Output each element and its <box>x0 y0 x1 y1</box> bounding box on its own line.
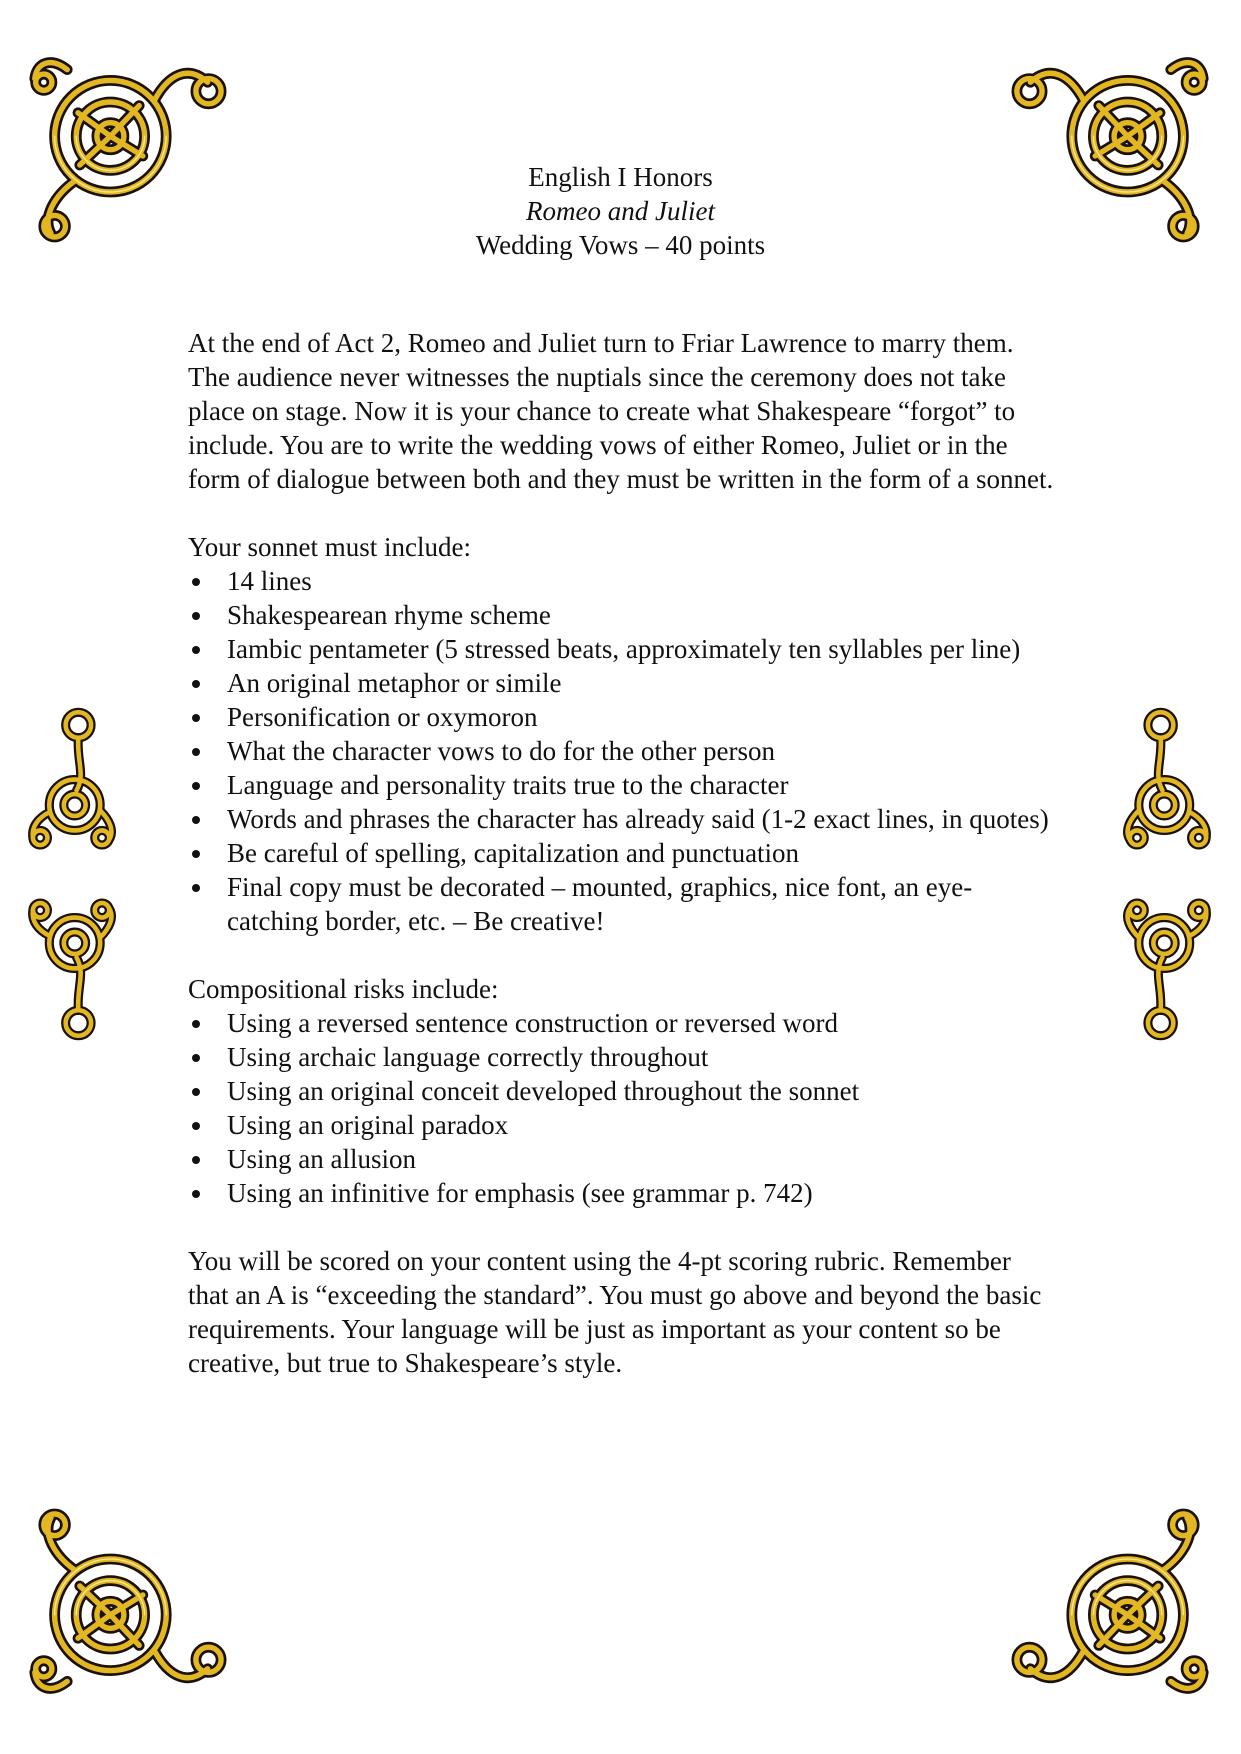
list-item: Personification or oxymoron <box>188 700 1058 734</box>
requirements-heading: Your sonnet must include: <box>188 532 472 562</box>
intro-paragraph: At the end of Act 2, Romeo and Juliet turn to Friar Lawrence to marry them. The audience never witnesses the nuptials since the ceremony does not take place on stage. Now it is your chance to create what Shakespeare “forgot” to include. You are to write the wedding vows of either Romeo, Juliet or in the form of dialogue between both and they must be written in the form of a sonnet. <box>188 328 1054 494</box>
list-item: What the character vows to do for the other person <box>188 734 1058 768</box>
closing-paragraph: You will be scored on your content using the 4-pt scoring rubric. Remember that an A is “exceeding the standard”. You must go above and beyond the basic requirements. Your language will be just as important as your content so be creative, but true to Shakespeare’s style. <box>188 1246 1042 1378</box>
list-item: Shakespearean rhyme scheme <box>188 598 1058 632</box>
list-item: Using an original conceit developed throughout the sonnet <box>188 1074 1058 1108</box>
document-body <box>188 326 1058 1380</box>
side-ornament-left-lower-icon <box>22 890 122 1056</box>
corner-ornament-bottom-left-icon <box>24 1505 240 1721</box>
side-ornament-right-upper-icon <box>1117 692 1217 858</box>
document-header <box>0 160 1241 262</box>
list-item: Language and personality traits true to the character <box>188 768 1058 802</box>
side-ornament-left-upper-icon <box>22 692 122 858</box>
list-item: Using archaic language correctly throughout <box>188 1040 1058 1074</box>
corner-ornament-bottom-right-icon <box>998 1505 1214 1721</box>
list-item: Final copy must be decorated – mounted, graphics, nice font, an eye-catching border, etc. – Be creative! <box>188 870 1058 938</box>
play-title: Romeo and Juliet <box>526 196 715 226</box>
list-item: Words and phrases the character has already said (1-2 exact lines, in quotes) <box>188 802 1058 836</box>
assignment-title: Wedding Vows – 40 points <box>475 230 766 260</box>
list-item: Using an infinitive for emphasis (see grammar p. 742) <box>188 1176 1058 1210</box>
list-item: Iambic pentameter (5 stressed beats, approximately ten syllables per line) <box>188 632 1058 666</box>
list-item: Using a reversed sentence construction or reversed word <box>188 1006 1058 1040</box>
list-item: 14 lines <box>188 564 1058 598</box>
list-item: Using an original paradox <box>188 1108 1058 1142</box>
list-item: Using an allusion <box>188 1142 1058 1176</box>
course-title: English I Honors <box>528 162 713 192</box>
requirements-list <box>188 564 1058 938</box>
risks-list <box>188 1006 1058 1210</box>
list-item: An original metaphor or simile <box>188 666 1058 700</box>
risks-heading: Compositional risks include: <box>188 974 499 1004</box>
side-ornament-right-lower-icon <box>1117 890 1217 1056</box>
list-item: Be careful of spelling, capitalization and punctuation <box>188 836 1058 870</box>
